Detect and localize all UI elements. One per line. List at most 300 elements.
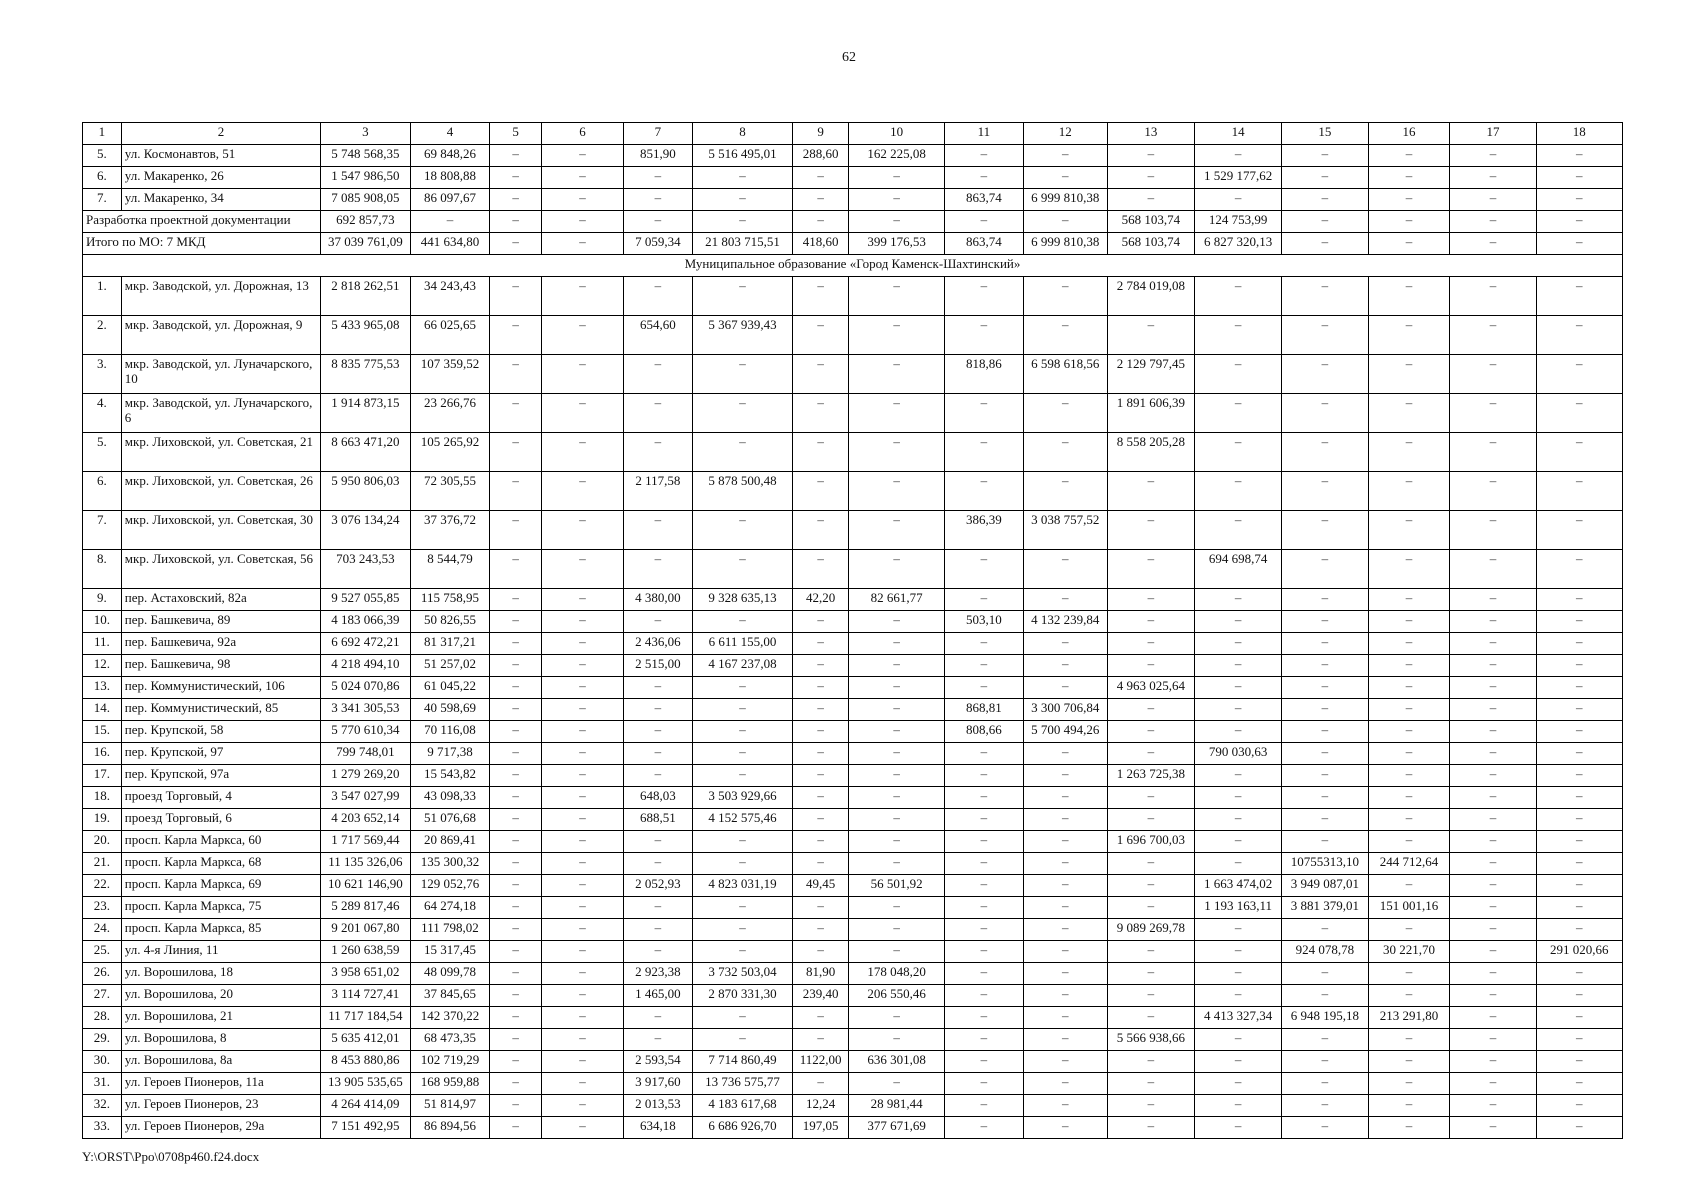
- value-cell: 5 635 412,01: [321, 1029, 410, 1051]
- value-cell: –: [542, 189, 624, 211]
- value-cell: –: [542, 611, 624, 633]
- value-cell: –: [490, 1029, 542, 1051]
- address-cell: пер. Коммунистический, 106: [121, 677, 320, 699]
- value-cell: –: [849, 721, 945, 743]
- value-cell: –: [945, 1073, 1024, 1095]
- value-cell: 5 878 500,48: [692, 472, 792, 511]
- value-cell: –: [1536, 1095, 1622, 1117]
- value-cell: 4 380,00: [623, 589, 692, 611]
- value-cell: –: [849, 611, 945, 633]
- value-cell: 69 848,26: [410, 145, 490, 167]
- value-cell: –: [623, 611, 692, 633]
- value-cell: –: [1536, 589, 1622, 611]
- value-cell: –: [1282, 633, 1368, 655]
- value-cell: –: [542, 1073, 624, 1095]
- value-cell: –: [1195, 511, 1282, 550]
- row-number-cell: 11.: [83, 633, 122, 655]
- value-cell: –: [793, 211, 849, 233]
- column-number-header: 16: [1368, 123, 1450, 145]
- table-row: [83, 1007, 1623, 1029]
- value-cell: –: [490, 394, 542, 433]
- value-cell: –: [490, 472, 542, 511]
- value-cell: 9 201 067,80: [321, 919, 410, 941]
- value-cell: –: [542, 1051, 624, 1073]
- value-cell: –: [945, 765, 1024, 787]
- value-cell: –: [623, 277, 692, 316]
- value-cell: –: [1450, 589, 1536, 611]
- value-cell: –: [1282, 472, 1368, 511]
- value-cell: –: [692, 941, 792, 963]
- value-cell: 124 753,99: [1195, 211, 1282, 233]
- value-cell: –: [1107, 1007, 1194, 1029]
- value-cell: 129 052,76: [410, 875, 490, 897]
- value-cell: 48 099,78: [410, 963, 490, 985]
- value-cell: –: [945, 1029, 1024, 1051]
- table-row: [83, 589, 1623, 611]
- address-cell: мкр. Лиховской, ул. Советская, 56: [121, 550, 320, 589]
- value-cell: –: [1023, 743, 1107, 765]
- value-cell: –: [1368, 316, 1450, 355]
- value-cell: –: [1536, 1007, 1622, 1029]
- value-cell: –: [623, 1007, 692, 1029]
- value-cell: –: [1450, 831, 1536, 853]
- value-cell: –: [623, 355, 692, 394]
- value-cell: –: [1450, 743, 1536, 765]
- value-cell: –: [1536, 919, 1622, 941]
- value-cell: –: [1536, 550, 1622, 589]
- value-cell: 694 698,74: [1195, 550, 1282, 589]
- value-cell: –: [1368, 655, 1450, 677]
- value-cell: –: [1536, 167, 1622, 189]
- value-cell: 6 692 472,21: [321, 633, 410, 655]
- value-cell: –: [542, 765, 624, 787]
- value-cell: –: [623, 167, 692, 189]
- column-number-header: 3: [321, 123, 410, 145]
- value-cell: 3 038 757,52: [1023, 511, 1107, 550]
- value-cell: 20 869,41: [410, 831, 490, 853]
- value-cell: 68 473,35: [410, 1029, 490, 1051]
- value-cell: –: [692, 831, 792, 853]
- value-cell: 9 527 055,85: [321, 589, 410, 611]
- value-cell: –: [1450, 699, 1536, 721]
- value-cell: 49,45: [793, 875, 849, 897]
- value-cell: –: [1536, 145, 1622, 167]
- row-number-cell: 7.: [83, 189, 122, 211]
- value-cell: –: [1282, 316, 1368, 355]
- column-number-header: 6: [542, 123, 624, 145]
- address-cell: просп. Карла Маркса, 75: [121, 897, 320, 919]
- value-cell: –: [490, 765, 542, 787]
- column-number-header: 18: [1536, 123, 1622, 145]
- value-cell: –: [1107, 809, 1194, 831]
- value-cell: –: [1195, 831, 1282, 853]
- value-cell: 1 717 569,44: [321, 831, 410, 853]
- value-cell: –: [1023, 853, 1107, 875]
- value-cell: –: [945, 633, 1024, 655]
- value-cell: –: [945, 655, 1024, 677]
- value-cell: –: [542, 277, 624, 316]
- value-cell: –: [945, 809, 1024, 831]
- value-cell: –: [1107, 963, 1194, 985]
- table-row: [83, 355, 1623, 394]
- address-cell: мкр. Заводской, ул. Дорожная, 13: [121, 277, 320, 316]
- value-cell: 168 959,88: [410, 1073, 490, 1095]
- value-cell: –: [1195, 941, 1282, 963]
- value-cell: –: [793, 699, 849, 721]
- table-row: [83, 919, 1623, 941]
- value-cell: –: [1023, 963, 1107, 985]
- value-cell: –: [1023, 1117, 1107, 1139]
- value-cell: –: [849, 765, 945, 787]
- value-cell: –: [1195, 1051, 1282, 1073]
- value-cell: –: [1195, 787, 1282, 809]
- value-cell: –: [1195, 589, 1282, 611]
- value-cell: –: [849, 941, 945, 963]
- value-cell: –: [623, 189, 692, 211]
- value-cell: 3 958 651,02: [321, 963, 410, 985]
- value-cell: –: [1195, 611, 1282, 633]
- value-cell: –: [793, 897, 849, 919]
- value-cell: –: [793, 1073, 849, 1095]
- value-cell: –: [623, 853, 692, 875]
- value-cell: 21 803 715,51: [692, 233, 792, 255]
- value-cell: 7 059,34: [623, 233, 692, 255]
- value-cell: –: [490, 1095, 542, 1117]
- value-cell: –: [945, 211, 1024, 233]
- value-cell: 1 663 474,02: [1195, 875, 1282, 897]
- value-cell: –: [623, 550, 692, 589]
- value-cell: –: [1368, 809, 1450, 831]
- value-cell: –: [692, 433, 792, 472]
- value-cell: 418,60: [793, 233, 849, 255]
- value-cell: –: [1195, 963, 1282, 985]
- row-number-cell: 5.: [83, 433, 122, 472]
- value-cell: –: [490, 809, 542, 831]
- value-cell: –: [1282, 1095, 1368, 1117]
- value-cell: –: [945, 853, 1024, 875]
- value-cell: –: [849, 897, 945, 919]
- row-number-cell: 5.: [83, 145, 122, 167]
- table-row: [83, 897, 1623, 919]
- value-cell: –: [692, 189, 792, 211]
- value-cell: –: [490, 611, 542, 633]
- value-cell: –: [1282, 963, 1368, 985]
- value-cell: 42,20: [793, 589, 849, 611]
- value-cell: –: [1368, 1073, 1450, 1095]
- row-number-cell: 24.: [83, 919, 122, 941]
- value-cell: 288,60: [793, 145, 849, 167]
- value-cell: –: [1023, 433, 1107, 472]
- row-number-cell: 16.: [83, 743, 122, 765]
- value-cell: –: [1282, 611, 1368, 633]
- value-cell: –: [1107, 511, 1194, 550]
- value-cell: 1 263 725,38: [1107, 765, 1194, 787]
- address-cell: просп. Карла Маркса, 85: [121, 919, 320, 941]
- value-cell: –: [490, 189, 542, 211]
- value-cell: 6 686 926,70: [692, 1117, 792, 1139]
- value-cell: –: [490, 589, 542, 611]
- value-cell: 61 045,22: [410, 677, 490, 699]
- value-cell: –: [1450, 394, 1536, 433]
- value-cell: –: [542, 809, 624, 831]
- value-cell: 3 732 503,04: [692, 963, 792, 985]
- value-cell: –: [849, 511, 945, 550]
- row-number-cell: 15.: [83, 721, 122, 743]
- value-cell: –: [793, 355, 849, 394]
- value-cell: –: [490, 721, 542, 743]
- value-cell: –: [542, 472, 624, 511]
- value-cell: 107 359,52: [410, 355, 490, 394]
- value-cell: 3 949 087,01: [1282, 875, 1368, 897]
- row-number-cell: 17.: [83, 765, 122, 787]
- value-cell: 799 748,01: [321, 743, 410, 765]
- value-cell: 568 103,74: [1107, 233, 1194, 255]
- value-cell: –: [1450, 985, 1536, 1007]
- value-cell: –: [1368, 633, 1450, 655]
- table-row: [83, 699, 1623, 721]
- column-number-header: 17: [1450, 123, 1536, 145]
- value-cell: –: [623, 919, 692, 941]
- value-cell: –: [1536, 355, 1622, 394]
- value-cell: –: [1195, 985, 1282, 1007]
- value-cell: 688,51: [623, 809, 692, 831]
- value-cell: –: [542, 985, 624, 1007]
- value-cell: –: [542, 743, 624, 765]
- value-cell: 634,18: [623, 1117, 692, 1139]
- value-cell: –: [1450, 655, 1536, 677]
- address-cell: мкр. Заводской, ул. Луначарского, 6: [121, 394, 320, 433]
- value-cell: –: [1450, 277, 1536, 316]
- value-cell: 4 264 414,09: [321, 1095, 410, 1117]
- value-cell: 2 515,00: [623, 655, 692, 677]
- value-cell: 6 611 155,00: [692, 633, 792, 655]
- value-cell: –: [1107, 941, 1194, 963]
- value-cell: 50 826,55: [410, 611, 490, 633]
- value-cell: 7 714 860,49: [692, 1051, 792, 1073]
- row-number-cell: 10.: [83, 611, 122, 633]
- value-cell: 37 376,72: [410, 511, 490, 550]
- table-row: [83, 853, 1623, 875]
- value-cell: –: [793, 721, 849, 743]
- address-cell: просп. Карла Маркса, 68: [121, 853, 320, 875]
- value-cell: –: [1536, 1051, 1622, 1073]
- value-cell: 7 085 908,05: [321, 189, 410, 211]
- value-cell: –: [1368, 211, 1450, 233]
- value-cell: 5 950 806,03: [321, 472, 410, 511]
- value-cell: –: [1107, 1073, 1194, 1095]
- summary-row: [83, 233, 1623, 255]
- row-number-cell: 20.: [83, 831, 122, 853]
- value-cell: –: [1368, 189, 1450, 211]
- value-cell: –: [1282, 1073, 1368, 1095]
- row-number-cell: 21.: [83, 853, 122, 875]
- value-cell: –: [1536, 655, 1622, 677]
- value-cell: 162 225,08: [849, 145, 945, 167]
- value-cell: –: [1282, 655, 1368, 677]
- value-cell: –: [623, 511, 692, 550]
- value-cell: –: [1282, 1051, 1368, 1073]
- value-cell: –: [1450, 167, 1536, 189]
- value-cell: –: [1195, 394, 1282, 433]
- value-cell: –: [1368, 277, 1450, 316]
- address-cell: ул. Героев Пионеров, 29а: [121, 1117, 320, 1139]
- value-cell: 4 183 617,68: [692, 1095, 792, 1117]
- value-cell: –: [793, 677, 849, 699]
- value-cell: 5 770 610,34: [321, 721, 410, 743]
- value-cell: 2 436,06: [623, 633, 692, 655]
- row-number-cell: 26.: [83, 963, 122, 985]
- address-cell: просп. Карла Маркса, 69: [121, 875, 320, 897]
- value-cell: –: [945, 145, 1024, 167]
- table-row: [83, 677, 1623, 699]
- table-row: [83, 831, 1623, 853]
- address-cell: ул. 4-я Линия, 11: [121, 941, 320, 963]
- value-cell: –: [1450, 1117, 1536, 1139]
- value-cell: 70 116,08: [410, 721, 490, 743]
- table-body: [83, 123, 1623, 1139]
- value-cell: –: [1368, 394, 1450, 433]
- table-row: [83, 277, 1623, 316]
- value-cell: –: [1450, 1029, 1536, 1051]
- address-cell: ул. Ворошилова, 18: [121, 963, 320, 985]
- value-cell: –: [1450, 316, 1536, 355]
- table-row: [83, 472, 1623, 511]
- value-cell: –: [1023, 809, 1107, 831]
- value-cell: –: [945, 550, 1024, 589]
- value-cell: –: [849, 550, 945, 589]
- address-cell: ул. Макаренко, 34: [121, 189, 320, 211]
- value-cell: –: [1107, 875, 1194, 897]
- value-cell: –: [849, 831, 945, 853]
- value-cell: –: [945, 277, 1024, 316]
- value-cell: –: [1536, 963, 1622, 985]
- value-cell: –: [1450, 233, 1536, 255]
- value-cell: –: [1282, 677, 1368, 699]
- value-cell: 3 881 379,01: [1282, 897, 1368, 919]
- value-cell: 4 167 237,08: [692, 655, 792, 677]
- value-cell: –: [945, 963, 1024, 985]
- value-cell: –: [1450, 765, 1536, 787]
- address-cell: пер. Коммунистический, 85: [121, 699, 320, 721]
- row-number-cell: 9.: [83, 589, 122, 611]
- table-row: [83, 1029, 1623, 1051]
- value-cell: 4 218 494,10: [321, 655, 410, 677]
- value-cell: –: [849, 394, 945, 433]
- value-cell: –: [1023, 589, 1107, 611]
- value-cell: 115 758,95: [410, 589, 490, 611]
- value-cell: –: [542, 233, 624, 255]
- value-cell: 8 663 471,20: [321, 433, 410, 472]
- value-cell: –: [542, 1007, 624, 1029]
- value-cell: 206 550,46: [849, 985, 945, 1007]
- value-cell: –: [1023, 316, 1107, 355]
- value-cell: –: [490, 897, 542, 919]
- value-cell: –: [490, 1007, 542, 1029]
- address-cell: ул. Космонавтов, 51: [121, 145, 320, 167]
- value-cell: 4 203 652,14: [321, 809, 410, 831]
- value-cell: –: [1450, 721, 1536, 743]
- row-number-cell: 32.: [83, 1095, 122, 1117]
- value-cell: –: [692, 743, 792, 765]
- value-cell: 86 097,67: [410, 189, 490, 211]
- value-cell: –: [1368, 1117, 1450, 1139]
- value-cell: –: [542, 316, 624, 355]
- value-cell: 2 117,58: [623, 472, 692, 511]
- value-cell: –: [1195, 809, 1282, 831]
- value-cell: –: [793, 511, 849, 550]
- value-cell: –: [945, 1095, 1024, 1117]
- value-cell: –: [1368, 511, 1450, 550]
- column-number-header: 13: [1107, 123, 1194, 145]
- value-cell: 1 193 163,11: [1195, 897, 1282, 919]
- column-number-header: 8: [692, 123, 792, 145]
- value-cell: –: [1368, 985, 1450, 1007]
- value-cell: –: [849, 189, 945, 211]
- value-cell: –: [623, 941, 692, 963]
- value-cell: 441 634,80: [410, 233, 490, 255]
- value-cell: –: [1195, 633, 1282, 655]
- value-cell: –: [849, 433, 945, 472]
- value-cell: –: [542, 633, 624, 655]
- value-cell: 12,24: [793, 1095, 849, 1117]
- value-cell: –: [410, 211, 490, 233]
- value-cell: –: [1023, 919, 1107, 941]
- column-number-header: 11: [945, 123, 1024, 145]
- value-cell: 5 748 568,35: [321, 145, 410, 167]
- value-cell: 5 024 070,86: [321, 677, 410, 699]
- value-cell: –: [1023, 1073, 1107, 1095]
- row-number-cell: 27.: [83, 985, 122, 1007]
- value-cell: –: [1368, 433, 1450, 472]
- summary-label-cell: Разработка проектной документации: [83, 211, 321, 233]
- value-cell: –: [945, 472, 1024, 511]
- value-cell: –: [1195, 145, 1282, 167]
- value-cell: –: [1450, 919, 1536, 941]
- value-cell: –: [1023, 1095, 1107, 1117]
- value-cell: 3 076 134,24: [321, 511, 410, 550]
- value-cell: 15 317,45: [410, 941, 490, 963]
- value-cell: 23 266,76: [410, 394, 490, 433]
- value-cell: –: [1282, 355, 1368, 394]
- value-cell: –: [1450, 611, 1536, 633]
- data-table-container: [82, 122, 1623, 1139]
- value-cell: –: [542, 677, 624, 699]
- value-cell: –: [692, 721, 792, 743]
- value-cell: –: [623, 897, 692, 919]
- value-cell: –: [1023, 677, 1107, 699]
- value-cell: –: [1023, 211, 1107, 233]
- row-number-cell: 2.: [83, 316, 122, 355]
- address-cell: мкр. Заводской, ул. Дорожная, 9: [121, 316, 320, 355]
- value-cell: –: [490, 831, 542, 853]
- value-cell: –: [1107, 189, 1194, 211]
- value-cell: –: [793, 853, 849, 875]
- value-cell: 5 433 965,08: [321, 316, 410, 355]
- value-cell: 1 914 873,15: [321, 394, 410, 433]
- value-cell: 66 025,65: [410, 316, 490, 355]
- value-cell: 5 367 939,43: [692, 316, 792, 355]
- value-cell: 3 917,60: [623, 1073, 692, 1095]
- address-cell: мкр. Лиховской, ул. Советская, 26: [121, 472, 320, 511]
- value-cell: –: [945, 433, 1024, 472]
- value-cell: 1 696 700,03: [1107, 831, 1194, 853]
- value-cell: 43 098,33: [410, 787, 490, 809]
- value-cell: –: [1536, 897, 1622, 919]
- value-cell: 10 621 146,90: [321, 875, 410, 897]
- value-cell: –: [692, 897, 792, 919]
- value-cell: –: [945, 743, 1024, 765]
- row-number-cell: 18.: [83, 787, 122, 809]
